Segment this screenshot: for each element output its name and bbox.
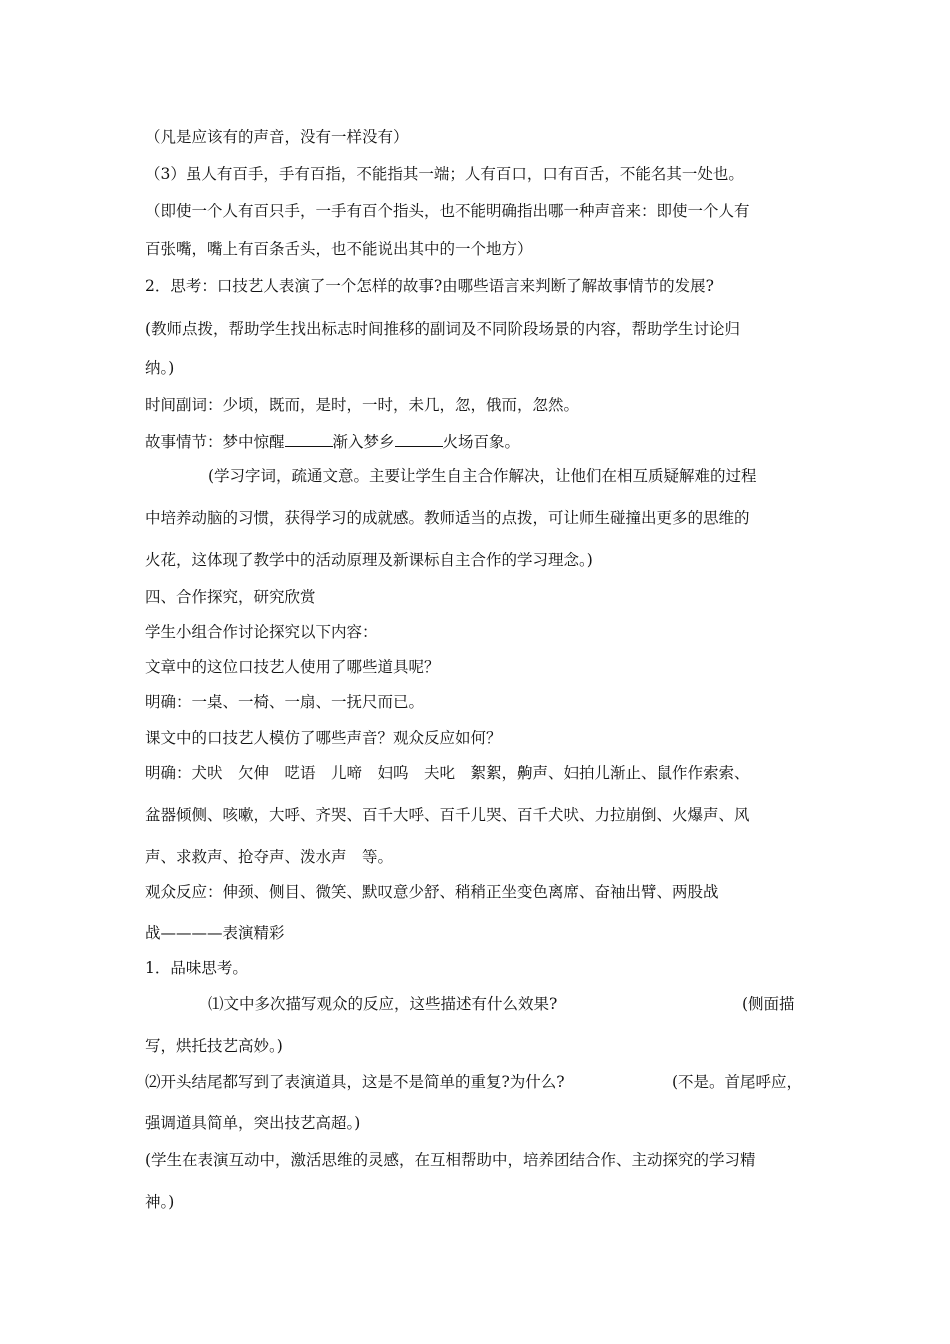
text-line: （即使一个人有百只手，一手有百个指头，也不能明确指出哪一种声音来：即使一个人有 [145, 202, 750, 220]
text-line: (学生在表演互动中，激活思维的灵感，在互相帮助中，培养团结合作、主动探究的学习精 [145, 1151, 756, 1169]
text-line: 盆器倾侧、咳嗽，大呼、齐哭、百千大呼、百千儿哭、百千犬吠、力拉崩倒、火爆声、风 [145, 806, 750, 824]
text-line: 中培养动脑的习惯，获得学习的成就感。教师适当的点拨，可让师生碰撞出更多的思维的 [145, 509, 750, 527]
text-line: 强调道具简单，突出技艺高超。) [145, 1114, 361, 1132]
plot-part: 故事情节：梦中惊醒 [145, 433, 285, 451]
plot-part: 渐入梦乡 [332, 433, 395, 451]
answer-note: (侧面描 [742, 995, 795, 1013]
text-line: （凡是应该有的声音，没有一样没有） [145, 128, 409, 146]
answer-note: (不是。首尾呼应， [672, 1073, 803, 1091]
text-line: 明确：一桌、一椅、一扇、一抚尺而已。 [145, 693, 425, 711]
fill-blank [285, 432, 333, 447]
story-plot-line [145, 432, 520, 452]
text-line: 1．品味思考。 [145, 959, 248, 977]
text-line: （3）虽人有百手，手有百指，不能指其一端；人有百口，口有百舌，不能名其一处也。 [145, 165, 744, 183]
text-line: 文章中的这位口技艺人使用了哪些道具呢？ [145, 658, 440, 676]
text-line: 纳。) [145, 359, 175, 377]
text-line: 神。) [145, 1193, 175, 1211]
plot-part: 火场百象。 [442, 433, 521, 451]
text-line: ⑵开头结尾都写到了表演道具，这是不是简单的重复?为什么? [145, 1073, 565, 1091]
text-line: ⑴文中多次描写观众的反应，这些描述有什么效果? [208, 995, 558, 1013]
text-line: (教师点拨，帮助学生找出标志时间推移的副词及不同阶段场景的内容，帮助学生讨论归 [145, 320, 741, 338]
text-line: (学习字词，疏通文意。主要让学生自主合作解决，让他们在相互质疑解难的过程 [208, 467, 757, 485]
text-line: 百张嘴，嘴上有百条舌头，也不能说出其中的一个地方） [145, 240, 533, 258]
text-line: 学生小组合作讨论探究以下内容： [145, 623, 378, 641]
text-line: 明确：犬吠 欠伸 呓语 儿啼 妇呜 夫叱 絮絮，齁声、妇拍儿渐止、鼠作作索索、 [145, 764, 750, 782]
text-line: 火花，这体现了教学中的活动原理及新课标自主合作的学习理念。) [145, 551, 593, 569]
text-line: 时间副词：少顷，既而，是时，一时，未几，忽，俄而，忽然。 [145, 396, 580, 414]
text-line: 战————表演精彩 [145, 924, 285, 942]
text-line: 课文中的口技艺人模仿了哪些声音？观众反应如何？ [145, 729, 502, 747]
text-line: 写，烘托技艺高妙。) [145, 1037, 283, 1055]
fill-blank [395, 432, 443, 447]
section-heading: 四、合作探究，研究欣赏 [145, 588, 316, 606]
text-line: 观众反应：伸颈、侧目、微笑、默叹意少舒、稍稍正坐变色离席、奋袖出臂、两股战 [145, 883, 719, 901]
text-line: 声、求救声、抢夺声、泼水声 等。 [145, 848, 394, 866]
question-heading: 2．思考：口技艺人表演了一个怎样的故事?由哪些语言来判断了解故事情节的发展? [145, 277, 714, 295]
